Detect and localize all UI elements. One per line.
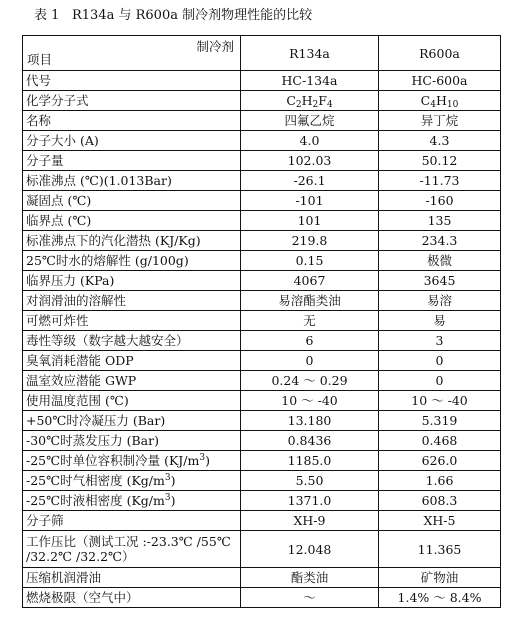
table-row (23, 431, 501, 451)
item-cell: 临界点 (℃) (23, 211, 241, 231)
r134a-cell: 12.048 (241, 531, 379, 568)
r134a-cell: 1371.0 (241, 491, 379, 511)
r600a-cell: 1.4% ～ 8.4% (379, 588, 501, 608)
header-refrigerant-label: 制冷剂 (196, 39, 234, 54)
table-row (23, 391, 501, 411)
r134a-cell: ～ (241, 588, 379, 608)
table-row (23, 531, 501, 568)
header-corner-cell (23, 36, 241, 71)
r134a-cell: 10 ～ -40 (241, 391, 379, 411)
item-cell: -25℃时液相密度 $(Kg/m^3)$ (23, 491, 241, 511)
r134a-cell: 1185.0 (241, 451, 379, 471)
r134a-cell: 0 (241, 351, 379, 371)
item-cell: 标准沸点 (℃)(1.013Bar) (23, 171, 241, 191)
r600a-cell: XH-5 (379, 511, 501, 531)
r134a-cell: 0.8436 (241, 431, 379, 451)
r134a-cell: 4.0 (241, 131, 379, 151)
table-row (23, 171, 501, 191)
item-cell: 分子大小 (A) (23, 131, 241, 151)
table-row (23, 511, 501, 531)
r134a-cell: 四氟乙烷 (241, 111, 379, 131)
table-row (23, 211, 501, 231)
r600a-cell: 0.468 (379, 431, 501, 451)
table-row (23, 291, 501, 311)
caption-label: 表 1 (34, 8, 60, 23)
r134a-cell: 无 (241, 311, 379, 331)
table-row (23, 111, 501, 131)
r134a-cell: 4067 (241, 271, 379, 291)
table-row (23, 331, 501, 351)
r600a-cell: 608.3 (379, 491, 501, 511)
table-row (23, 251, 501, 271)
r600a-cell: 0 (379, 351, 501, 371)
table-row (23, 71, 501, 91)
item-cell: 分子量 (23, 151, 241, 171)
r600a-cell: 4.3 (379, 131, 501, 151)
item-cell: 温室效应潜能 GWP (23, 371, 241, 391)
table-row (23, 151, 501, 171)
item-cell: +50℃时冷凝压力 (Bar) (23, 411, 241, 431)
r600a-cell: 234.3 (379, 231, 501, 251)
item-cell: 毒性等级（数字越大越安全） (23, 331, 241, 351)
r134a-cell: $C_2H_2F_4$ (241, 91, 379, 111)
r600a-cell: 50.12 (379, 151, 501, 171)
item-cell: 对润滑油的溶解性 (23, 291, 241, 311)
refrigerant-comparison-table (22, 35, 501, 608)
r600a-cell: $C_4H_{10}$ (379, 91, 501, 111)
table-row (23, 91, 501, 111)
r134a-cell: 219.8 (241, 231, 379, 251)
item-cell: -25℃时气相密度 $(Kg/m^3)$ (23, 471, 241, 491)
table-row (23, 491, 501, 511)
item-cell: 25℃时水的熔解性 (g/100g) (23, 251, 241, 271)
r134a-cell: 易溶酯类油 (241, 291, 379, 311)
table-row (23, 191, 501, 211)
header-r600a: R600a (379, 36, 501, 71)
table-row (23, 371, 501, 391)
r134a-cell: HC-134a (241, 71, 379, 91)
r600a-cell: -160 (379, 191, 501, 211)
table-row (23, 568, 501, 588)
r134a-cell: 102.03 (241, 151, 379, 171)
item-cell: 凝固点 (℃) (23, 191, 241, 211)
r134a-cell: 0.24 ～ 0.29 (241, 371, 379, 391)
caption-text: R134a 与 R600a 制冷剂物理性能的比较 (72, 8, 313, 23)
item-cell: 分子筛 (23, 511, 241, 531)
r600a-cell: 11.365 (379, 531, 501, 568)
table-header-row (23, 36, 501, 71)
r134a-cell: 101 (241, 211, 379, 231)
r600a-cell: 3 (379, 331, 501, 351)
table-row (23, 271, 501, 291)
r600a-cell: 135 (379, 211, 501, 231)
header-r134a: R134a (241, 36, 379, 71)
item-cell: 名称 (23, 111, 241, 131)
table-row (23, 351, 501, 371)
r600a-cell: HC-600a (379, 71, 501, 91)
r134a-cell: 6 (241, 331, 379, 351)
item-cell: -25℃时单位容积制冷量 $(KJ/m^3)$ (23, 451, 241, 471)
r600a-cell: 3645 (379, 271, 501, 291)
r600a-cell: 易 (379, 311, 501, 331)
r134a-cell: XH-9 (241, 511, 379, 531)
table-row (23, 311, 501, 331)
r600a-cell: -11.73 (379, 171, 501, 191)
r134a-cell: -26.1 (241, 171, 379, 191)
item-cell: 标准沸点下的汽化潜热 (KJ/Kg) (23, 231, 241, 251)
r600a-cell: 1.66 (379, 471, 501, 491)
table-row (23, 131, 501, 151)
table-body (23, 36, 501, 608)
table-row (23, 588, 501, 608)
r600a-cell: 矿物油 (379, 568, 501, 588)
r134a-cell: 13.180 (241, 411, 379, 431)
r600a-cell: 易溶 (379, 291, 501, 311)
item-cell: 代号 (23, 71, 241, 91)
item-cell: 燃烧极限（空气中） (23, 588, 241, 608)
item-cell: 化学分子式 (23, 91, 241, 111)
r134a-cell: -101 (241, 191, 379, 211)
table-row (23, 451, 501, 471)
item-cell: 工作压比（测试工况 :-23.3℃ /55℃ /32.2℃ /32.2℃） (23, 531, 241, 568)
r134a-cell: 0.15 (241, 251, 379, 271)
r600a-cell: 异丁烷 (379, 111, 501, 131)
r600a-cell: 极微 (379, 251, 501, 271)
table-row (23, 471, 501, 491)
r134a-cell: 酯类油 (241, 568, 379, 588)
table-row (23, 231, 501, 251)
r600a-cell: 626.0 (379, 451, 501, 471)
r134a-cell: 5.50 (241, 471, 379, 491)
item-cell: 臭氧消耗潜能 ODP (23, 351, 241, 371)
item-cell: 可燃可炸性 (23, 311, 241, 331)
item-cell: 临界压力 (KPa) (23, 271, 241, 291)
table-row (23, 411, 501, 431)
r600a-cell: 0 (379, 371, 501, 391)
r600a-cell: 5.319 (379, 411, 501, 431)
item-cell: -30℃时蒸发压力 (Bar) (23, 431, 241, 451)
item-cell: 使用温度范围 (℃) (23, 391, 241, 411)
item-cell: 压缩机润滑油 (23, 568, 241, 588)
header-item-label: 项目 (27, 52, 53, 67)
r600a-cell: 10 ～ -40 (379, 391, 501, 411)
